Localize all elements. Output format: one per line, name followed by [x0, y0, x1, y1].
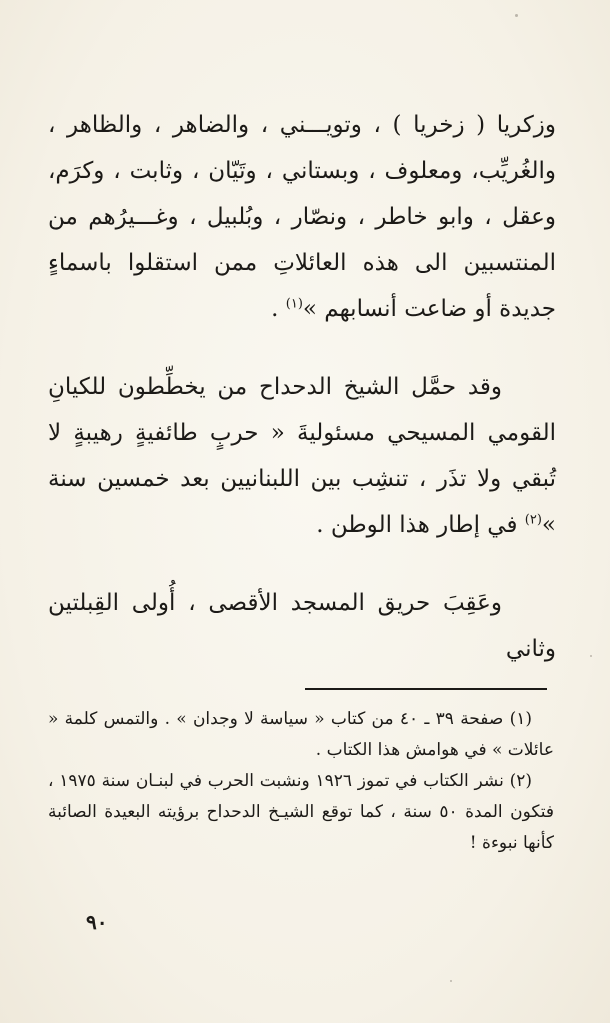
footnote-ref-1: (١): [285, 296, 303, 312]
footnote-ref-2: (٢): [524, 512, 542, 528]
paragraph-3-text: وعَقِبَ حريق المسجد الأقصى ، أُولى القِبلتين وثاني: [48, 590, 556, 662]
footnotes: [48, 704, 554, 859]
paper-speck: [450, 980, 452, 982]
footnote-divider: [305, 688, 547, 690]
paragraph-3: [48, 580, 556, 672]
main-text: [48, 102, 556, 672]
paper-speck: [515, 14, 518, 17]
paragraph-2: [48, 364, 556, 548]
footnote-1: (١) صفحة ٣٩ ـ ٤٠ من كتاب « سياسة لا وجدان » . والتمس كلمة « عائلات » في هوامش هذا الكتاب .: [48, 709, 554, 760]
footnote-2: (٢) نشر الكتاب في تموز ١٩٢٦ ونشبت الحرب في لبنـان سنة ١٩٧٥ ، فتكون المدة ٥٠ سنة ، كما توقع الشيـخ الدحداح برؤيته البعيدة الصائبة كأنها نبوءة !: [48, 771, 555, 853]
paragraph-1-end: .: [271, 296, 286, 322]
paragraph-1: [48, 102, 556, 332]
paper-speck: [590, 655, 592, 657]
page-number: ٩٠: [86, 910, 108, 934]
paragraph-1-text: وزكريا ( زخريا ) ، وتويـــني ، والضاهر ، والظاهر ، والغُريِّب، ومعلوف ، وبستاني ، وتَيّان ، وثابت ، وكرَم، وعقل ، وابو خاطر ، ونصّار ، وبُلبيل ، وغـــيرُهم من المنتسبين الى هذه العائلاتِ ممن استقلوا باسماءٍ جديدة أو ضاعت أنسابهم »: [48, 112, 556, 322]
paragraph-2-end: في إطار هذا الوطن .: [316, 512, 525, 538]
paragraph-2-text: وقد حمَّل الشيخ الدحداح من يخطِّطون للكيانِ القومي المسيحي مسئوليةَ « حربٍ طائفيةٍ رهيبةٍ لا تُبقي ولا تذَر ، تنشِب بين اللبنانيين بعد خمسين سنة »: [48, 374, 556, 538]
